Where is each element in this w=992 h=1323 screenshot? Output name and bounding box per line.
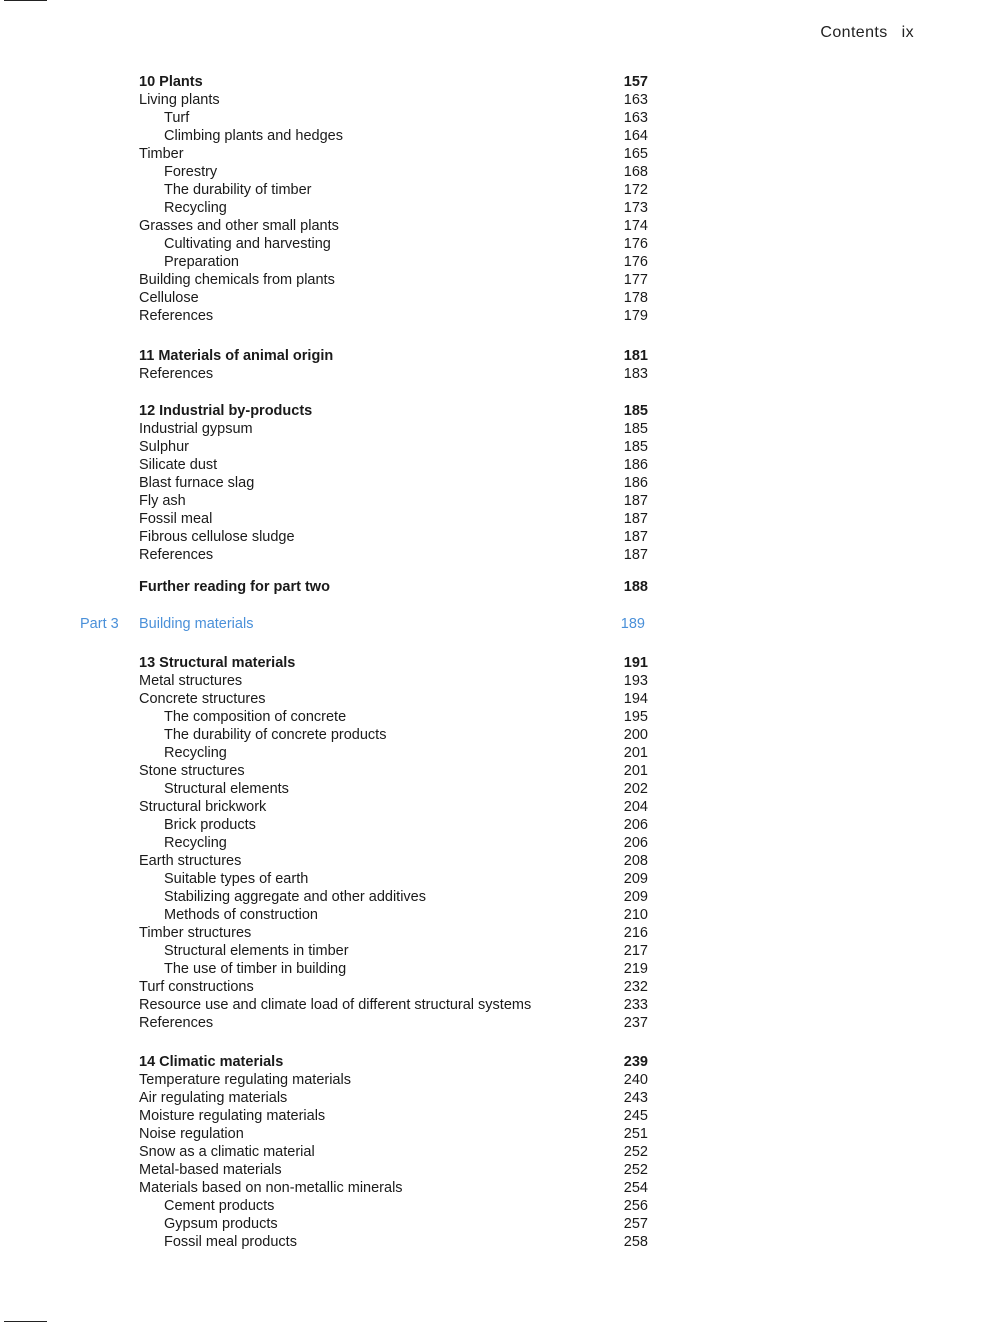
toc-entry-title: Gypsum products: [164, 1216, 278, 1232]
toc-page-number: 177: [623, 272, 648, 288]
running-head: [820, 24, 914, 42]
toc-entry-title: Brick products: [164, 817, 256, 833]
toc-page-number: 206: [623, 817, 648, 833]
toc-entry[interactable]: [0, 365, 992, 383]
toc-subentry[interactable]: [0, 181, 992, 199]
toc-page-number: 232: [623, 979, 648, 995]
toc-entry[interactable]: [0, 456, 992, 474]
toc-page-number: 188: [623, 579, 648, 595]
toc-section: [0, 347, 992, 383]
toc-entry-title: Climbing plants and hedges: [164, 128, 343, 144]
toc-page-number: 245: [623, 1108, 648, 1124]
toc-entry[interactable]: [0, 528, 992, 546]
toc-entry[interactable]: [0, 510, 992, 528]
toc-entry[interactable]: [0, 546, 992, 564]
toc-entry-title: References: [139, 366, 214, 382]
toc-entry-title: The use of timber in building: [164, 961, 347, 977]
toc-page-number: 258: [623, 1234, 648, 1250]
toc-section: [0, 402, 992, 564]
toc-chapter-heading[interactable]: [0, 73, 992, 91]
toc-page-number: 209: [623, 889, 648, 905]
toc-page-number: 256: [623, 1198, 648, 1214]
toc-entry-title: Living plants: [139, 92, 220, 108]
toc-entry[interactable]: [0, 1143, 992, 1161]
toc-page-number: 185: [623, 421, 648, 437]
toc-entry-title: References: [139, 547, 214, 563]
toc-page-number: 239: [623, 1054, 648, 1070]
toc-page-number: 240: [623, 1072, 648, 1088]
toc-page-number: 208: [623, 853, 648, 869]
toc-page-number: 187: [623, 529, 648, 545]
toc-entry-title: Resource use and climate load of different structural systems: [139, 997, 532, 1013]
toc-entry[interactable]: [0, 420, 992, 438]
toc-entry-title: 11 Materials of animal origin: [139, 348, 334, 364]
toc-chapter-heading[interactable]: [0, 402, 992, 420]
toc-entry-title: Structural elements: [164, 781, 289, 797]
toc-subentry[interactable]: [0, 253, 992, 271]
toc-entry-title: Structural brickwork: [139, 799, 267, 815]
toc-entry-title: Fibrous cellulose sludge: [139, 529, 295, 545]
toc-subentry[interactable]: [0, 1197, 992, 1215]
toc-entry-title: Timber: [139, 146, 184, 162]
toc-page-number: 186: [623, 475, 648, 491]
toc-subentry[interactable]: [0, 906, 992, 924]
toc-entry[interactable]: [0, 289, 992, 307]
toc-entry[interactable]: [0, 492, 992, 510]
toc-entry-title: Fossil meal: [139, 511, 213, 527]
toc-subentry[interactable]: [0, 870, 992, 888]
toc-section: [0, 1053, 992, 1251]
toc-entry-title: Materials based on non-metallic minerals: [139, 1180, 403, 1196]
toc-entry-title: Preparation: [164, 254, 239, 270]
toc-entry-title: References: [139, 1015, 214, 1031]
toc-subentry[interactable]: [0, 235, 992, 253]
toc-page-number: 183: [623, 366, 648, 382]
toc-page-number: 195: [623, 709, 648, 725]
toc-subentry[interactable]: [0, 942, 992, 960]
toc-page-number: 176: [623, 254, 648, 270]
toc-entry-title: Fly ash: [139, 493, 186, 509]
toc-entry-title: Metal structures: [139, 673, 243, 689]
toc-entry-title: Blast furnace slag: [139, 475, 255, 491]
toc-entry-title: Methods of construction: [164, 907, 318, 923]
toc-page-number: 178: [623, 290, 648, 306]
toc-entry-title: References: [139, 308, 214, 324]
toc-subentry[interactable]: [0, 1233, 992, 1251]
toc-entry-title: Building materials: [139, 616, 254, 632]
toc-page-number: 187: [623, 511, 648, 527]
toc-entry-title: Sulphur: [139, 439, 189, 455]
toc-page-number: 201: [623, 763, 648, 779]
toc-subentry[interactable]: [0, 708, 992, 726]
toc-subentry[interactable]: [0, 888, 992, 906]
toc-entry-title: Industrial gypsum: [139, 421, 253, 437]
toc-subentry[interactable]: [0, 127, 992, 145]
toc-entry[interactable]: [0, 1179, 992, 1197]
toc-entry[interactable]: [0, 1125, 992, 1143]
toc-entry[interactable]: [0, 438, 992, 456]
table-of-contents: [0, 73, 992, 1251]
toc-entry-title: Turf constructions: [139, 979, 254, 995]
toc-page-number: 216: [623, 925, 648, 941]
toc-entry[interactable]: [0, 91, 992, 109]
toc-page-number: 176: [623, 236, 648, 252]
toc-page-number: 219: [623, 961, 648, 977]
toc-page-number: 185: [623, 439, 648, 455]
toc-page-number: 204: [623, 799, 648, 815]
toc-page-number: 217: [623, 943, 648, 959]
toc-entry[interactable]: [0, 307, 992, 325]
toc-entry-title: Structural elements in timber: [164, 943, 349, 959]
toc-entry-title: Recycling: [164, 745, 227, 761]
toc-entry[interactable]: [0, 1089, 992, 1107]
toc-entry-title: Stone structures: [139, 763, 245, 779]
toc-entry-title: The durability of concrete products: [164, 727, 387, 743]
toc-entry-title: The composition of concrete: [164, 709, 347, 725]
toc-entry-title: Noise regulation: [139, 1126, 244, 1142]
part-label: Part 3: [80, 616, 119, 632]
toc-entry-title: Air regulating materials: [139, 1090, 288, 1106]
toc-entry[interactable]: [0, 762, 992, 780]
toc-entry[interactable]: [0, 798, 992, 816]
toc-page-number: 201: [623, 745, 648, 761]
toc-entry[interactable]: [0, 924, 992, 942]
toc-entry[interactable]: [0, 1107, 992, 1125]
toc-entry-title: Recycling: [164, 835, 227, 851]
toc-subentry[interactable]: [0, 780, 992, 798]
toc-page-number: 157: [623, 74, 648, 90]
toc-page-number: 181: [623, 348, 648, 364]
toc-entry[interactable]: [0, 217, 992, 235]
toc-entry-title: 10 Plants: [139, 74, 203, 90]
toc-subentry[interactable]: [0, 109, 992, 127]
toc-entry-title: 12 Industrial by-products: [139, 403, 313, 419]
toc-section: [0, 73, 992, 325]
toc-entry[interactable]: [0, 1014, 992, 1032]
toc-subentry[interactable]: [0, 744, 992, 762]
toc-section: [0, 578, 992, 596]
toc-subentry[interactable]: [0, 726, 992, 744]
toc-page-number: 174: [623, 218, 648, 234]
toc-entry-title: Cement products: [164, 1198, 275, 1214]
page-folio: ix: [901, 24, 914, 41]
toc-part-heading[interactable]: [0, 615, 992, 633]
toc-page-number: 165: [623, 146, 648, 162]
toc-entry-title: Snow as a climatic material: [139, 1144, 315, 1160]
toc-page-number: 233: [623, 997, 648, 1013]
toc-entry-title: Earth structures: [139, 853, 242, 869]
toc-page-number: 257: [623, 1216, 648, 1232]
toc-entry[interactable]: [0, 1161, 992, 1179]
toc-entry-title: Cultivating and harvesting: [164, 236, 331, 252]
toc-entry[interactable]: [0, 996, 992, 1014]
toc-page-number: 185: [623, 403, 648, 419]
toc-page-number: 189: [620, 616, 645, 632]
toc-entry-title: Moisture regulating materials: [139, 1108, 326, 1124]
toc-entry-title: Forestry: [164, 164, 218, 180]
toc-entry-title: Stabilizing aggregate and other additives: [164, 889, 426, 905]
toc-entry-title: Turf: [164, 110, 190, 126]
toc-entry-title: 14 Climatic materials: [139, 1054, 284, 1070]
toc-entry-title: Temperature regulating materials: [139, 1072, 351, 1088]
toc-page-number: 254: [623, 1180, 648, 1196]
toc-page-number: 194: [623, 691, 648, 707]
toc-entry-title: Further reading for part two: [139, 579, 330, 595]
toc-page-number: 243: [623, 1090, 648, 1106]
toc-page-number: 179: [623, 308, 648, 324]
toc-entry[interactable]: [0, 852, 992, 870]
toc-page-number: 191: [623, 655, 648, 671]
toc-page-number: 164: [623, 128, 648, 144]
toc-entry-title: 13 Structural materials: [139, 655, 296, 671]
toc-page-number: 252: [623, 1144, 648, 1160]
toc-entry-title: Metal-based materials: [139, 1162, 282, 1178]
toc-page-number: 168: [623, 164, 648, 180]
toc-entry[interactable]: [0, 145, 992, 163]
toc-page-number: 163: [623, 110, 648, 126]
toc-entry-title: The durability of timber: [164, 182, 312, 198]
toc-entry-title: Building chemicals from plants: [139, 272, 335, 288]
toc-entry-title: Concrete structures: [139, 691, 266, 707]
toc-entry-title: Fossil meal products: [164, 1234, 297, 1250]
toc-chapter-heading[interactable]: [0, 1053, 992, 1071]
toc-entry-title: Silicate dust: [139, 457, 218, 473]
toc-page-number: 172: [623, 182, 648, 198]
toc-entry[interactable]: [0, 271, 992, 289]
toc-subentry[interactable]: [0, 1215, 992, 1233]
toc-chapter-heading[interactable]: [0, 347, 992, 365]
toc-page-number: 193: [623, 673, 648, 689]
running-head-section: Contents: [820, 24, 888, 41]
toc-page-number: 209: [623, 871, 648, 887]
toc-subentry[interactable]: [0, 199, 992, 217]
toc-page-number: 210: [623, 907, 648, 923]
toc-page-number: 200: [623, 727, 648, 743]
toc-entry-title: Suitable types of earth: [164, 871, 309, 887]
toc-subentry[interactable]: [0, 834, 992, 852]
toc-page-number: 206: [623, 835, 648, 851]
toc-page-number: 173: [623, 200, 648, 216]
crop-mark-bottom: [4, 1321, 47, 1322]
toc-page-number: 252: [623, 1162, 648, 1178]
toc-chapter-heading[interactable]: [0, 654, 992, 672]
toc-subentry[interactable]: [0, 163, 992, 181]
toc-page-number: 163: [623, 92, 648, 108]
toc-section: [0, 615, 992, 633]
toc-entry-title: Cellulose: [139, 290, 199, 306]
toc-entry[interactable]: [0, 474, 992, 492]
crop-mark-top: [4, 0, 47, 1]
toc-entry[interactable]: [0, 672, 992, 690]
toc-entry[interactable]: [0, 690, 992, 708]
toc-subentry[interactable]: [0, 816, 992, 834]
toc-page-number: 202: [623, 781, 648, 797]
toc-chapter-heading[interactable]: [0, 578, 992, 596]
toc-page-number: 237: [623, 1015, 648, 1031]
toc-page-number: 186: [623, 457, 648, 473]
toc-page-number: 187: [623, 493, 648, 509]
toc-entry-title: Timber structures: [139, 925, 252, 941]
toc-page-number: 251: [623, 1126, 648, 1142]
toc-entry[interactable]: [0, 1071, 992, 1089]
toc-section: [0, 654, 992, 1032]
toc-entry-title: Grasses and other small plants: [139, 218, 339, 234]
toc-entry[interactable]: [0, 978, 992, 996]
toc-page-number: 187: [623, 547, 648, 563]
toc-subentry[interactable]: [0, 960, 992, 978]
toc-entry-title: Recycling: [164, 200, 227, 216]
